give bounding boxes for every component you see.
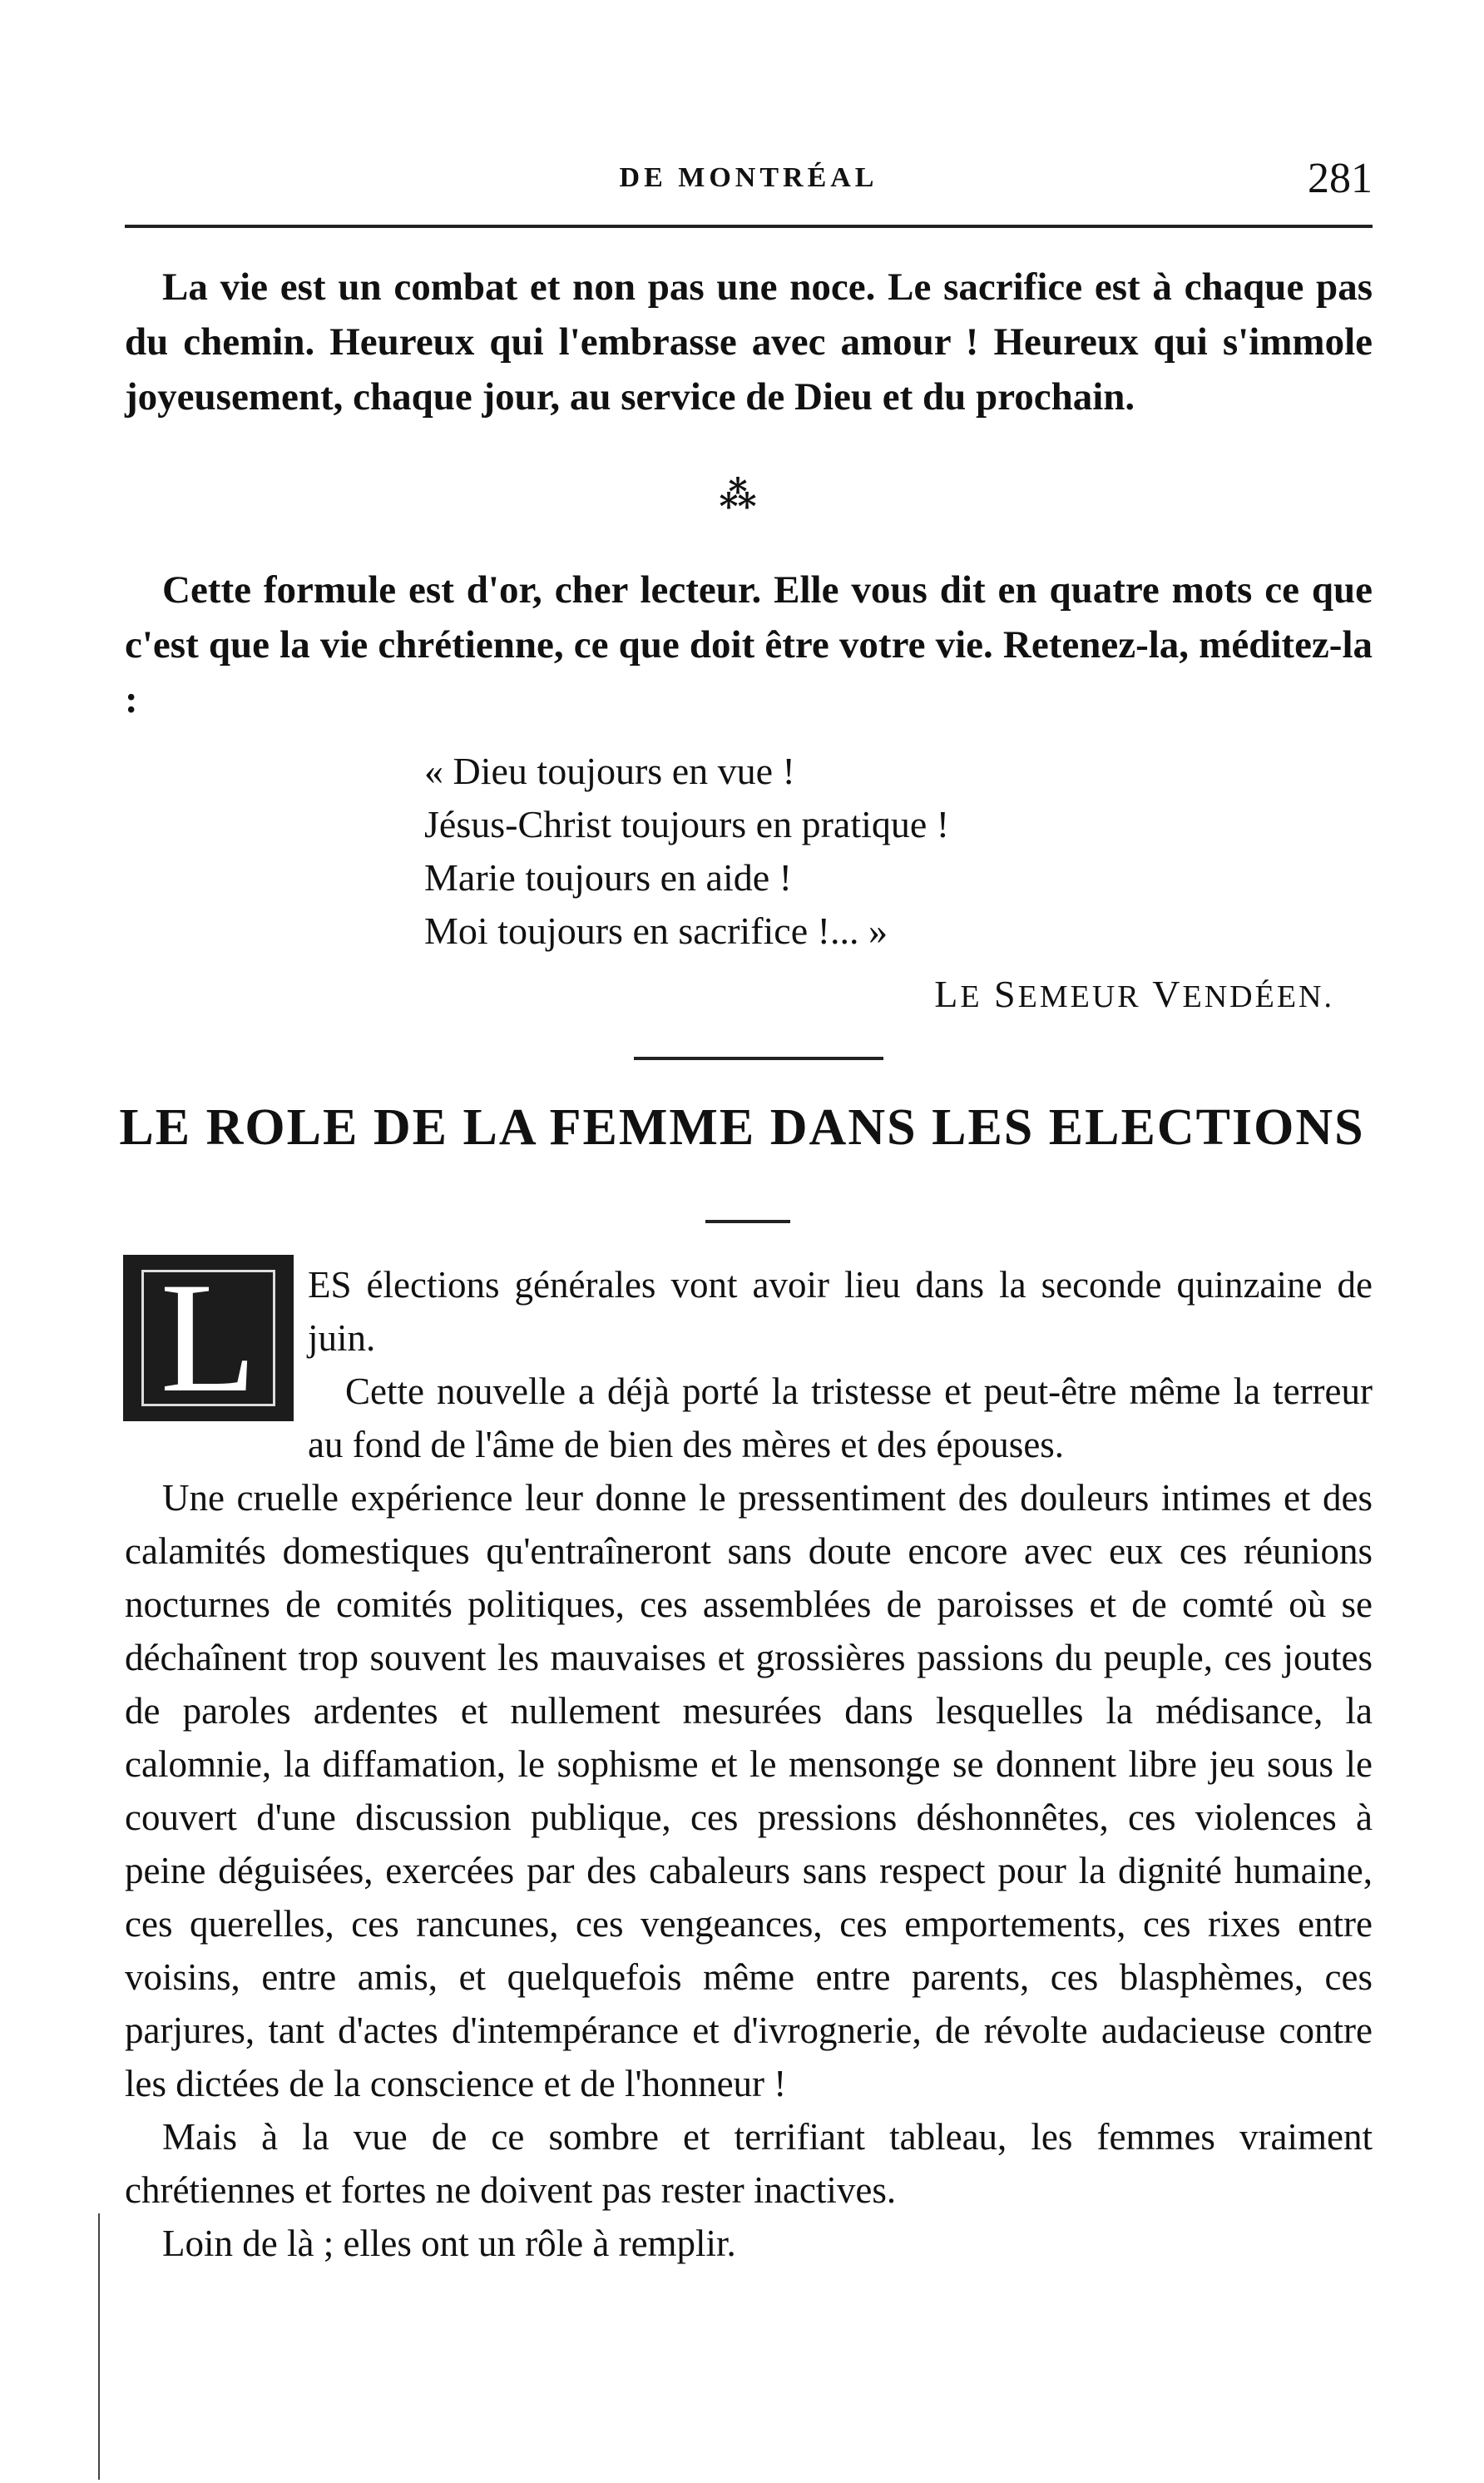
motto-quote bbox=[424, 745, 1173, 958]
signature-initial: S bbox=[994, 973, 1018, 1015]
article-title: LE ROLE DE LA FEMME DANS LES ELECTIONS bbox=[119, 1099, 1365, 1156]
motto-line: Moi toujours en sacrifice !... » bbox=[424, 909, 888, 952]
signature-small-caps: E bbox=[960, 979, 982, 1014]
article-paragraph: Cette nouvelle a déjà porté la tristesse et peut-être même la terreur au fond de l'âme de bien des mères et des épouses. bbox=[308, 1370, 1373, 1465]
motto-line: Marie toujours en aide ! bbox=[424, 856, 792, 899]
article-paragraph: Loin de là ; elles ont un rôle à remplir. bbox=[162, 2223, 736, 2264]
article-paragraph: Une cruelle expérience leur donne le pressentiment des douleurs intimes et des calamités domestiques qu'entraîneront sans doute encore avec eux ces réunions nocturnes de comités politiques, ces assemblées de paroisses et de comté où se déchaînent trop souvent les mauvaises et grossières passions du peuple, ces joutes de paroles ardentes et nullement mesurées dans lesquelles la médisance, la calomnie, la diffamation, le sophisme et le mensonge se donnent libre jeu sous le couvert d'une discussion publique, ces pressions déshonnêtes, ces violences à peine déguisées, exercées par des cabaleurs sans respect pour la dignité humaine, ces querelles, ces rancunes, ces vengeances, ces emportements, ces rixes entre voisins, entre amis, et quelquefois même entre parents, ces blasphèmes, ces parjures, tant d'actes d'intempérance et d'ivrognerie, de révolte audacieuse contre les dictées de la conscience et de l'honneur ! bbox=[125, 1477, 1373, 2104]
running-title: DE MONTRÉAL bbox=[619, 162, 878, 193]
quote-attribution bbox=[934, 972, 1334, 1016]
title-underline bbox=[705, 1220, 790, 1223]
page-header bbox=[125, 154, 1373, 212]
margin-line bbox=[98, 2213, 100, 2480]
section-divider bbox=[634, 1057, 883, 1060]
signature-small-caps: ENDÉEN. bbox=[1182, 979, 1334, 1014]
signature-small-caps: EMEUR bbox=[1017, 979, 1141, 1014]
page-number: 281 bbox=[1308, 155, 1373, 202]
drop-cap-ornament bbox=[141, 1270, 275, 1406]
article-paragraph: Mais à la vue de ce sombre et terrifiant tableau, les femmes vraiment chrétiennes et fortes ne doivent pas rester inactives. bbox=[125, 2116, 1373, 2211]
header-rule bbox=[125, 225, 1373, 228]
paragraph-formule: Cette formule est d'or, cher lecteur. Elle vous dit en quatre mots ce que c'est que la vie chrétienne, ce que doit être votre vie. Retenez-la, méditez-la : bbox=[125, 568, 1373, 721]
article-opening: ES élections générales vont avoir lieu dans la seconde quinzaine de juin. bbox=[308, 1264, 1373, 1359]
paragraph-sacrifice: La vie est un combat et non pas une noce. Le sacrifice est à chaque pas du chemin. Heureux qui l'embrasse avec amour ! Heureux qui s'immole joyeusement, chaque jour, au service de Dieu et du prochain. bbox=[125, 265, 1373, 419]
article-body bbox=[125, 1251, 1373, 2270]
asterism-separator: ⁂ bbox=[719, 474, 765, 517]
drop-cap-letter: L bbox=[160, 1251, 257, 1425]
signature-initial: L bbox=[934, 973, 961, 1015]
motto-line: « Dieu toujours en vue ! bbox=[424, 750, 795, 792]
signature-initial: V bbox=[1152, 973, 1183, 1015]
ornamental-drop-cap bbox=[123, 1251, 294, 1425]
motto-line: Jésus-Christ toujours en pratique ! bbox=[424, 803, 950, 845]
